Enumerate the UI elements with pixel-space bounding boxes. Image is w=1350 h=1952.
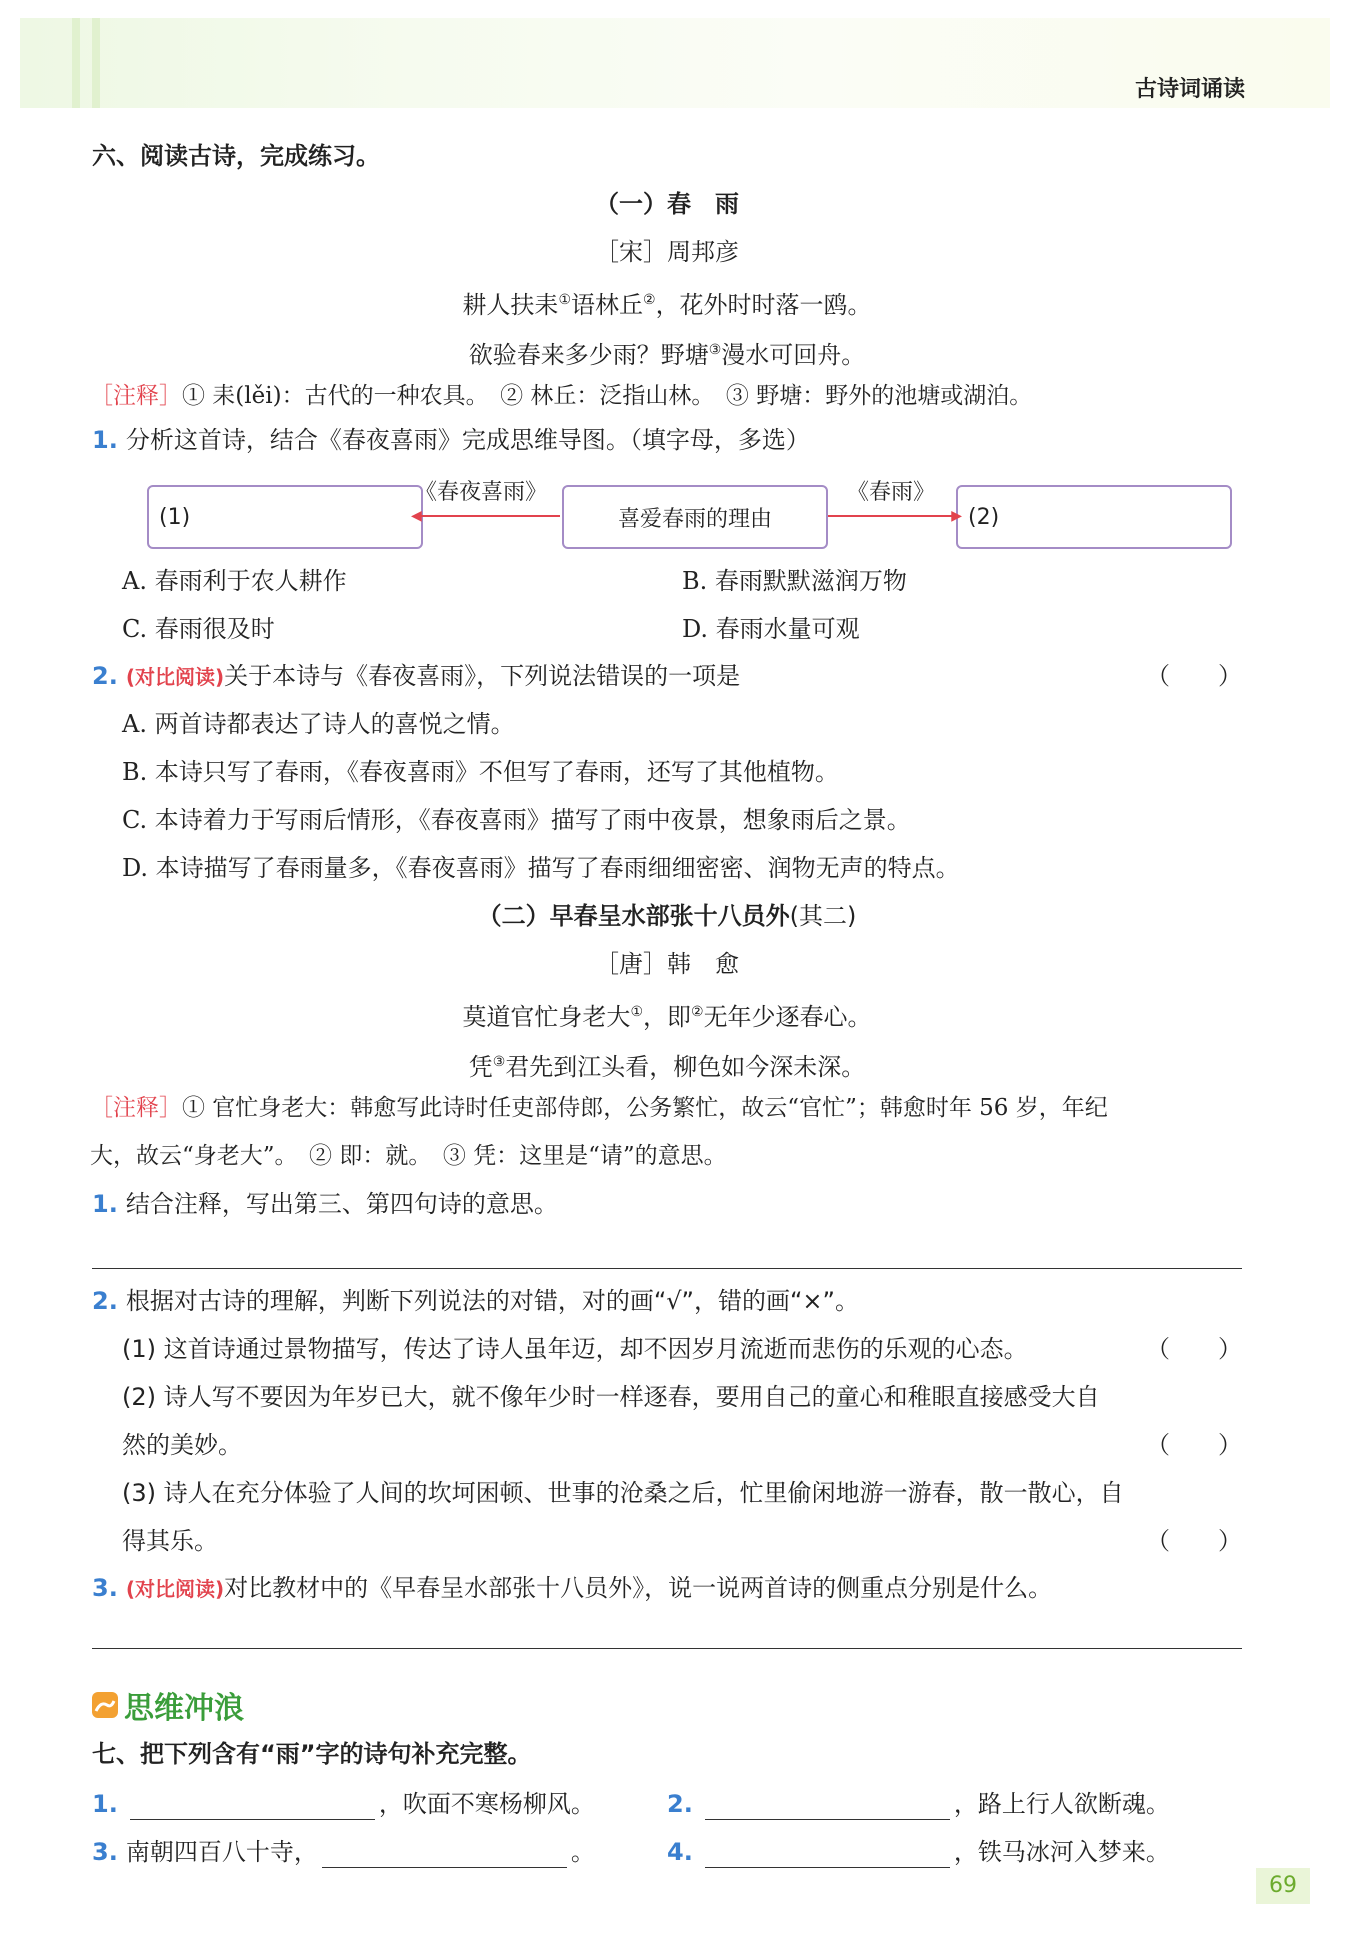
judge-text: 得其乐。 [122, 1527, 218, 1555]
judge-item-3b [122, 1525, 1242, 1557]
judge-text: (1) 这首诗通过景物描写，传达了诗人虽年迈，却不因岁月流逝而悲伤的乐观的心态。 [122, 1335, 1028, 1363]
fill-blank[interactable] [705, 1843, 950, 1868]
poem2-author: ［唐］韩 愈 [595, 950, 739, 978]
fill-item-1 [92, 1788, 595, 1820]
notes-text: ① 耒(lěi)：古代的一种农具。 ② 林丘：泛指山林。 ③ 野塘：野外的池塘或湖泊。 [182, 383, 1033, 409]
header-stripe [72, 18, 80, 108]
mindmap-right-arrow: ▶ [828, 515, 952, 517]
option-d: D. 本诗描写了春雨量多，《春夜喜雨》描写了春雨细细密密、润物无声的特点。 [122, 854, 960, 882]
answer-paren[interactable]: （ ） [1146, 662, 1242, 690]
p1-question-1 [92, 424, 810, 456]
option-a: A. 两首诗都表达了诗人的喜悦之情。 [122, 710, 515, 738]
judge-item-2b [122, 1429, 1242, 1461]
poem2-title [92, 900, 1242, 932]
poem-text: 耕人扶耒 [462, 291, 559, 319]
judge-item-3a: (3) 诗人在充分体验了人间的坎坷困顿、世事的沧桑之后，忙里偷闲地游一游春，散一散心，自 [122, 1479, 1124, 1507]
compare-reading-tag: (对比阅读) [125, 665, 225, 689]
mindmap-left-label: (1) [159, 504, 191, 530]
poem-text: ，花外时时落一鸥。 [655, 291, 872, 319]
notes-tag: ［注释］ [90, 1095, 182, 1121]
option-a: A. 春雨利于农人耕作 [122, 567, 347, 595]
mindmap-left-arrow-label: 《春夜喜雨》 [415, 480, 548, 505]
footnote-marker: ③ [708, 342, 722, 358]
question-text: 结合注释，写出第三、第四句诗的意思。 [125, 1190, 558, 1218]
p2-question-2 [92, 1285, 859, 1317]
question-number: 1. [92, 426, 118, 454]
fill-text: ，路上行人欲断魂。 [953, 1790, 1170, 1818]
poem1-line2 [92, 334, 1242, 371]
poem2-line2 [92, 1046, 1242, 1083]
question-number: 1. [92, 1190, 118, 1218]
poem2-title-main: （二）早春呈水部张十八员外 [477, 902, 790, 930]
poem2-title-suffix: (其二) [789, 902, 857, 930]
poem1-notes [90, 380, 1032, 412]
option-c: C. 本诗着力于写雨后情形，《春夜喜雨》描写了雨中夜景，想象雨后之景。 [122, 806, 911, 834]
question-6-title: 六、阅读古诗，完成练习。 [92, 142, 380, 170]
page-number: 69 [1256, 1868, 1310, 1904]
question-number: 1. [92, 1790, 118, 1818]
poem-text: 欲验春来多少雨？野塘 [468, 341, 709, 369]
poem1-author: ［宋］周邦彦 [595, 238, 739, 266]
answer-paren[interactable]: （ ） [1146, 1527, 1242, 1555]
answer-paren[interactable]: （ ） [1146, 1431, 1242, 1459]
question-number: 2. [667, 1790, 693, 1818]
footnote-marker: ③ [492, 1054, 506, 1070]
answer-line[interactable] [92, 1268, 1242, 1269]
mindmap-left-box[interactable] [147, 485, 423, 549]
mindmap-right-arrow-label: 《春雨》 [847, 480, 936, 505]
poem2-line1 [92, 996, 1242, 1033]
judge-text: 然的美妙。 [122, 1431, 242, 1459]
option-b: B. 春雨默默滋润万物 [682, 567, 907, 595]
fill-item-4 [667, 1836, 1170, 1868]
poem-text: 莫道官忙身老大 [462, 1003, 631, 1031]
poem2-notes-line2: 大，故云“身老大”。 ② 即：就。 ③ 凭：这里是“请”的意思。 [90, 1143, 727, 1169]
compare-reading-tag: (对比阅读) [125, 1577, 225, 1601]
p1-question-2 [92, 660, 1242, 693]
answer-paren[interactable]: （ ） [1146, 1335, 1242, 1363]
option-d: D. 春雨水量可观 [682, 615, 860, 643]
poem-text: 凭 [468, 1053, 493, 1081]
p2-question-1 [92, 1188, 558, 1220]
judge-item-1 [122, 1333, 1242, 1365]
question-number: 2. [92, 662, 118, 690]
fill-text: ，铁马冰河入梦来。 [953, 1838, 1170, 1866]
poem-text: 无年少逐春心。 [703, 1003, 872, 1031]
question-number: 3. [92, 1574, 118, 1602]
mindmap-right-box[interactable] [956, 485, 1232, 549]
mindmap-center-box [562, 485, 828, 549]
question-7-title: 七、把下列含有“雨”字的诗句补充完整。 [92, 1740, 532, 1768]
footnote-marker: ② [691, 1004, 704, 1020]
fill-item-2 [667, 1788, 1170, 1820]
fill-blank[interactable] [322, 1843, 567, 1868]
question-number: 2. [92, 1287, 118, 1315]
poem-text: 语林丘 [571, 291, 643, 319]
poem2-notes-line1 [90, 1092, 1108, 1124]
poem1-line1 [92, 284, 1242, 321]
fill-text: 南朝四百八十寺， [125, 1838, 318, 1866]
fill-item-3 [92, 1836, 595, 1868]
notes-text: ① 官忙身老大：韩愈写此诗时任吏部侍郎，公务繁忙，故云“官忙”；韩愈时年 56 岁，年纪 [182, 1095, 1108, 1121]
poem-text: 漫水可回舟。 [721, 341, 866, 369]
poem-text: 君先到江头看，柳色如今深未深。 [505, 1053, 866, 1081]
question-text: 关于本诗与《春夜喜雨》，下列说法错误的一项是 [224, 662, 741, 690]
notes-tag: ［注释］ [90, 383, 182, 409]
header-band [20, 18, 1330, 108]
fill-text: 。 [570, 1838, 595, 1866]
mindmap-left-arrow: ◀ [421, 515, 560, 517]
answer-line[interactable] [92, 1648, 1242, 1649]
question-number: 3. [92, 1838, 118, 1866]
section-header [92, 1683, 244, 1727]
question-text: 分析这首诗，结合《春夜喜雨》完成思维导图。（填字母，多选） [125, 426, 810, 454]
poem1-title: （一）春 雨 [595, 190, 739, 218]
option-b: B. 本诗只写了春雨，《春夜喜雨》不但写了春雨，还写了其他植物。 [122, 758, 839, 786]
p2-question-3 [92, 1572, 1052, 1605]
fill-text: ，吹面不寒杨柳风。 [378, 1790, 595, 1818]
fill-blank[interactable] [130, 1795, 375, 1820]
wave-icon [92, 1692, 118, 1718]
section-label: 古诗词诵读 [1134, 77, 1245, 102]
fill-blank[interactable] [705, 1795, 950, 1820]
option-c: C. 春雨很及时 [122, 615, 275, 643]
mindmap-center-label: 喜爱春雨的理由 [617, 506, 772, 532]
footnote-marker: ① [558, 292, 571, 308]
section-header-title: 思维冲浪 [124, 1691, 244, 1726]
question-text: 根据对古诗的理解，判断下列说法的对错，对的画“√”，错的画“×”。 [125, 1287, 859, 1315]
poem-text: ，即 [643, 1003, 691, 1031]
question-text: 对比教材中的《早春呈水部张十八员外》，说一说两首诗的侧重点分别是什么。 [224, 1574, 1053, 1602]
footnote-marker: ② [643, 292, 656, 308]
mindmap-right-label: (2) [968, 504, 1000, 530]
footnote-marker: ① [630, 1004, 643, 1020]
question-number: 4. [667, 1838, 693, 1866]
judge-item-2a: (2) 诗人写不要因为年岁已大，就不像年少时一样逐春，要用自己的童心和稚眼直接感受大自 [122, 1383, 1100, 1411]
header-stripe [92, 18, 100, 108]
